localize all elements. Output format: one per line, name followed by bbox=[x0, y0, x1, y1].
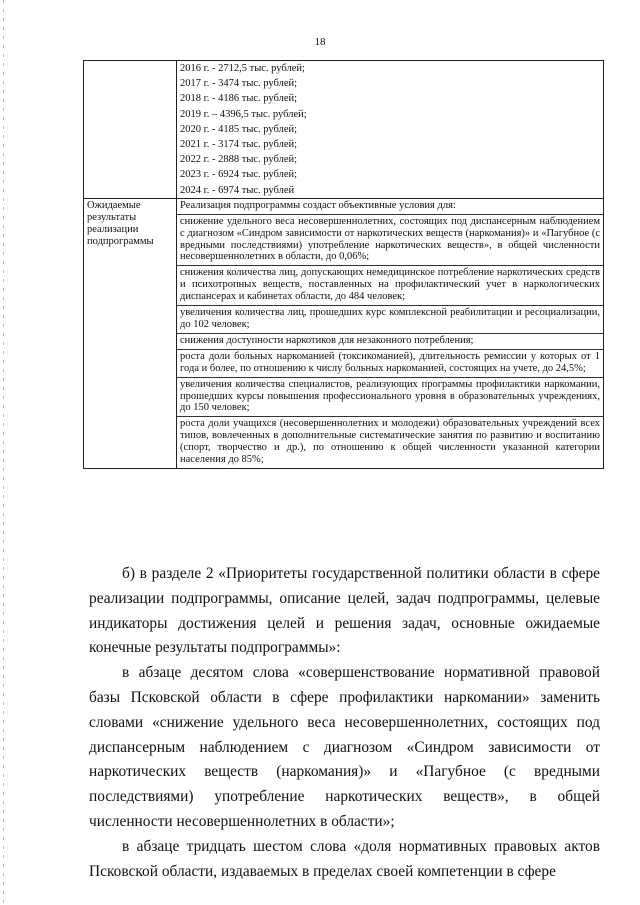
funding-line: 2019 г. – 4396,5 тыс. рублей; bbox=[180, 108, 307, 120]
expected-results-row bbox=[84, 198, 603, 468]
expected-result-item: Реализация подпрограммы создаст объективные условия для: bbox=[180, 199, 456, 211]
funding-label-cell bbox=[84, 61, 177, 198]
page-number: 18 bbox=[314, 36, 326, 48]
funding-values-cell bbox=[177, 61, 603, 198]
funding-line: 2017 г. - 3474 тыс. рублей; bbox=[180, 78, 298, 90]
expected-result-item: снижение удельного веса несовершеннолетних, состоящих под диспансерным наблюдением с диагнозом «Синдром зависимости от наркотических веществ (наркомания)» и «Пагубное (с вредными последствиями) употребление наркотических веществ», в общей численности несовершеннолетних в области, до 0,06%; bbox=[177, 214, 603, 266]
body-paragraph: в абзаце десятом слова «совершенствование нормативной правовой базы Псковской области в сфере профилактики наркомании» заменить словами «снижение удельного веса несовершеннолетних, состоящих под диспансерным наблюдением с диагнозом «Синдром зависимости от наркотических веществ (наркомания)» и «Пагубное (с вредными последствиями) употребление наркотических веществ», в общей численности несовершеннолетних в области»; bbox=[89, 664, 600, 830]
program-passport-table bbox=[83, 60, 604, 469]
expected-result-item: снижения количества лиц, допускающих немедицинское потребление наркотических средств и психотропных веществ, поставленных на профилактический учет в наркологических диспансерах и кабинетах области, до 484 человек; bbox=[177, 265, 603, 305]
expected-result-item: роста доли больных наркоманией (токсикоманией), длительность ремиссии у которых от 1 года и более, по отношению к числу больных наркоманией, состоящих на учете, до 24,5%; bbox=[177, 349, 603, 377]
funding-line: 2022 г. - 2888 тыс. рублей; bbox=[180, 154, 298, 166]
body-paragraph: б) в разделе 2 «Приоритеты государственной политики области в сфере реализации подпрограммы, описание целей, задач подпрограммы, целевые индикаторы достижения целей и решения задач, основные ожидаемые конечные результаты подпрограммы»: bbox=[89, 565, 600, 657]
funding-line: 2018 г. - 4186 тыс. рублей; bbox=[180, 93, 298, 105]
document-body bbox=[89, 562, 600, 884]
funding-line: 2021 г. - 3174 тыс. рублей; bbox=[180, 139, 298, 151]
scan-edge-line bbox=[3, 0, 4, 905]
body-paragraph: в абзаце тридцать шестом слова «доля нормативных правовых актов Псковской области, издаваемых в пределах своей компетенции в сфере bbox=[89, 837, 600, 880]
funding-row bbox=[84, 61, 603, 198]
expected-result-item: увеличения количества лиц, прошедших курс комплексной реабилитации и ресоциализации, до 102 человек; bbox=[177, 305, 603, 333]
funding-line: 2024 г. - 6974 тыс. рублей bbox=[180, 184, 295, 196]
funding-line: 2016 г. - 2712,5 тыс. рублей; bbox=[180, 63, 305, 74]
expected-results-label: Ожидаемые результаты реализации подпрограммы bbox=[84, 199, 177, 468]
expected-result-item: снижения доступности наркотиков для незаконного потребления; bbox=[177, 333, 603, 349]
expected-result-item: увеличения количества специалистов, реализующих программы профилактики наркомании, прошедших курсы повышения профессионального уровня в образовательных учреждениях, до 150 человек; bbox=[177, 377, 603, 417]
funding-line: 2020 г. - 4185 тыс. рублей; bbox=[180, 123, 298, 135]
expected-result-item: роста доли учащихся (несовершеннолетних и молодежи) образовательных учреждений всех типов, вовлеченных в дополнительные систематические занятия по развитию и воспитанию (спорт, творчество и др.), по отношению к общей численности указанной категории населения до 85%; bbox=[177, 416, 603, 468]
expected-results-cell bbox=[177, 199, 603, 468]
funding-line: 2023 г. - 6924 тыс. рублей; bbox=[180, 169, 298, 181]
